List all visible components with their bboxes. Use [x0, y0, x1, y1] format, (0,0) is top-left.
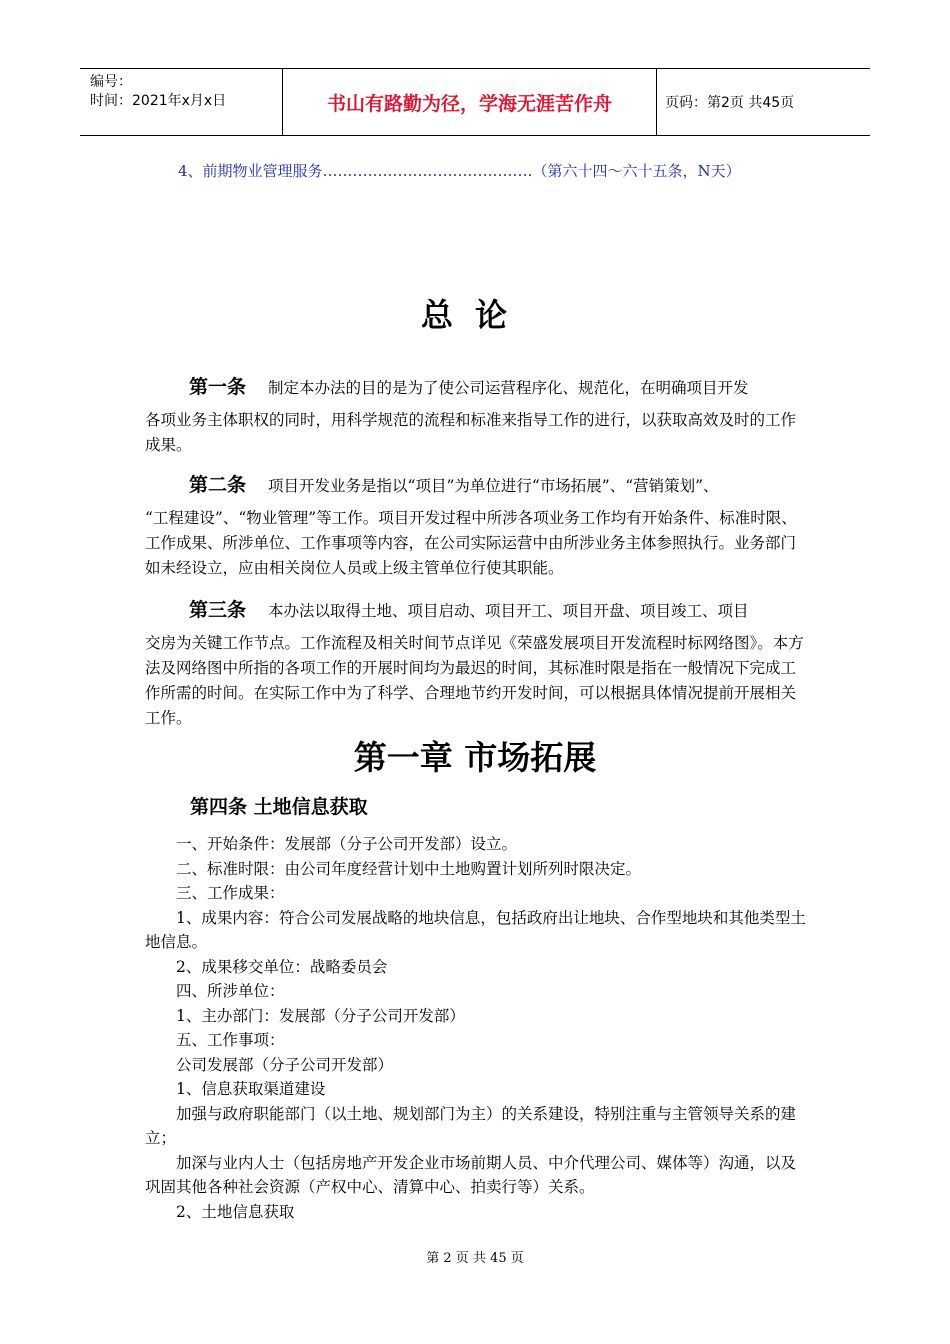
- article-2: [145, 465, 807, 581]
- section-title: 总论: [420, 296, 529, 334]
- body-line: 一、开始条件：发展部（分子公司开发部）设立。: [176, 835, 518, 853]
- body-line: 三、工作成果：: [176, 884, 285, 902]
- header-meta-cell: [80, 69, 282, 135]
- toc-entry-title: 4、前期物业管理服务: [178, 162, 323, 180]
- article-heading: 第二条: [189, 474, 247, 496]
- body-line: 1、信息获取渠道建设: [176, 1080, 326, 1098]
- toc-entry[interactable]: [178, 160, 741, 181]
- article-4-heading: 第四条 土地信息获取: [190, 796, 368, 818]
- article-first-line: 制定本办法的目的是为了使公司运营程序化、规范化，在明确项目开发: [268, 379, 749, 397]
- chapter-title: 第一章 市场拓展: [353, 738, 597, 777]
- page-footer: 第 2 页 共 45 页: [426, 1251, 524, 1266]
- article-4-body: [145, 832, 810, 1224]
- document-header: [80, 68, 870, 136]
- header-page-info: 页码：第2页 共45页: [665, 95, 795, 111]
- body-line: 加强与政府职能部门（以土地、规划部门为主）的关系建设，特别注重与主管领导关系的建立；: [145, 1104, 797, 1147]
- body-line: 四、所涉单位：: [176, 982, 285, 1000]
- article-heading: 第三条: [189, 599, 247, 621]
- header-motto: 书山有路勤为径，学海无涯苦作舟: [282, 69, 657, 135]
- body-line: 1、主办部门：发展部（分子公司开发部）: [176, 1006, 465, 1025]
- article-first-line: 项目开发业务是指以“项目”为单位进行“市场拓展”、“营销策划”、: [268, 477, 719, 495]
- article-heading: 第一条: [189, 376, 247, 398]
- toc-leader-dots: ……………………………………: [322, 162, 533, 180]
- body-line: 2、土地信息获取: [176, 1202, 295, 1221]
- body-line: 二、标准时限：由公司年度经营计划中土地购置计划所列时限决定。: [176, 859, 642, 878]
- body-line: 1、成果内容：符合公司发展战略的地块信息，包括政府出让地块、合作型地块和其他类型土地信息。: [145, 908, 806, 951]
- article-first-line: 本办法以取得土地、项目启动、项目开工、项目开盘、项目竣工、项目: [268, 602, 749, 620]
- toc-entry-reference: （第六十四～六十五条，N天）: [532, 162, 741, 180]
- article-body: “工程建设”、“物业管理”等工作。项目开发过程中所涉各项业务工作均有开始条件、标准时限、工作成果、所涉单位、工作事项等内容，在公司实际运营中由所涉业务主体参照执行。业务部门如未经设立，应由相关岗位人员或上级主管单位行使其职能。: [145, 509, 797, 577]
- document-number-label: 编号：: [90, 74, 132, 90]
- body-line: 公司发展部（分子公司开发部）: [176, 1055, 394, 1074]
- body-line: 五、工作事项：: [176, 1031, 285, 1049]
- document-time-label: 时间：2021年x月x日: [90, 93, 227, 109]
- article-1: [145, 367, 807, 458]
- article-3: [145, 590, 807, 731]
- body-line: 加深与业内人士（包括房地产开发企业市场前期人员、中介代理公司、媒体等）沟通，以及巩固其他各种社会资源（产权中心、清算中心、拍卖行等）关系。: [145, 1153, 797, 1196]
- article-body: 交房为关键工作节点。工作流程及相关时间节点详见《荣盛发展项目开发流程时标网络图》。本方法及网络图中所指的各项工作的开展时间均为最迟的时间，其标准时限是指在一般情况下完成工作所需的时间。在实际工作中为了科学、合理地节约开发时间，可以根据具体情况提前开展相关工作。: [145, 634, 804, 727]
- article-body: 各项业务主体职权的同时，用科学规范的流程和标准来指导工作的进行，以获取高效及时的工作成果。: [145, 411, 797, 454]
- body-line: 2、成果移交单位：战略委员会: [176, 957, 388, 976]
